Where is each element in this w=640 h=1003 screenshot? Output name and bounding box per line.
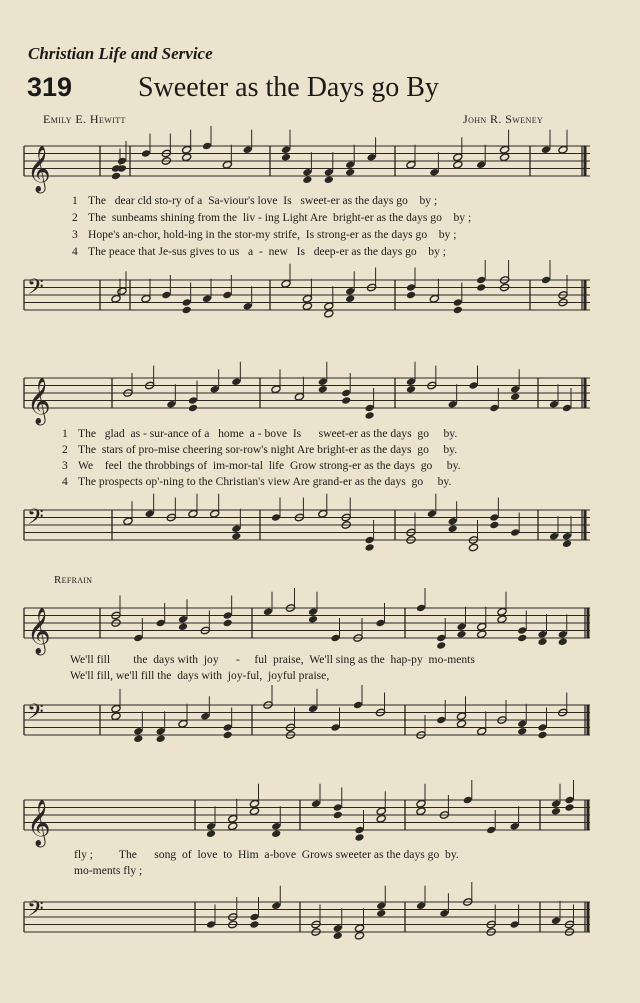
bass-staff [0,892,640,952]
notehead [510,392,520,401]
composer: John R. Sweney [463,112,544,126]
hymn-title: Sweeter as the Days go By [138,72,439,103]
notehead [318,385,328,394]
notehead [324,309,334,318]
notehead [365,543,375,552]
notehead [345,294,355,303]
notehead [376,909,386,918]
verse-number: 3 [62,459,68,472]
refrain-lyric-line: We'll fill the days with joy - ful praise, We'll sing as the hap-py mo-ments [70,653,475,666]
notehead [271,829,281,838]
notehead [406,291,416,300]
notehead [308,615,318,624]
notehead [206,829,216,838]
bass-clef-icon: 𝄢 [27,700,44,730]
refrain-label: Refrain [54,574,93,586]
notehead [354,833,364,842]
notehead [537,731,547,740]
notehead [302,302,312,311]
bass-staff [0,695,640,755]
notehead [333,811,343,820]
notehead [231,532,241,541]
verse-number: 4 [62,475,68,488]
notehead [453,306,463,315]
treble-staff [0,790,640,850]
notehead [416,807,426,816]
notehead [117,164,127,173]
lyricist: Emily E. Hewitt [43,112,126,126]
notehead [333,931,343,940]
verse-number: 4 [72,245,78,258]
verse-line [72,228,456,241]
treble-clef-icon: 𝄞 [27,608,51,654]
notehead [341,396,351,405]
notehead [223,619,233,628]
notehead [558,637,568,646]
lyric-line: fly ; The song of love to Him a-bove Grows sweeter as the days go by. [74,848,459,861]
treble-staff [0,136,640,196]
notehead [517,634,527,643]
notehead [133,734,143,743]
bass-clef-icon: 𝄢 [27,505,44,535]
verse-number: 1 [72,194,78,207]
notehead [453,160,463,169]
verse-line [62,427,457,440]
treble-staff [0,368,640,428]
verse-line [62,475,451,488]
notehead [156,734,166,743]
notehead [448,524,458,533]
treble-clef-icon: 𝄞 [27,800,51,846]
bass-staff [0,500,640,560]
notehead [468,543,478,552]
notehead [249,807,259,816]
verse-line [72,211,471,224]
notehead [551,807,561,816]
bass-clef-icon: 𝄢 [27,275,44,305]
section-heading: Christian Life and Service [28,44,213,63]
notehead [178,622,188,631]
bass-clef-icon: 𝄢 [27,897,44,927]
notehead [281,153,291,162]
notehead [406,385,416,394]
notehead [111,172,121,181]
verse-text: The prospects op'-ning to the Christian's view Are grand-er as the days go by. [78,475,452,488]
notehead [223,731,233,740]
notehead [188,404,198,413]
notehead [111,712,121,721]
verse-text: The glad as - sur-ance of a home a - bove Is sweet-er as the days go by. [78,427,458,440]
treble-staff [0,598,640,658]
verse-text: Hope's an-chor, hold-ing in the stor-my strife, Is strong-er as the days go by ; [88,228,457,241]
notehead [456,719,466,728]
notehead [249,920,259,929]
hymn-number: 319 [27,72,73,102]
notehead [324,175,334,184]
notehead [456,630,466,639]
verse-number: 2 [62,443,68,456]
notehead [354,931,364,940]
notehead [489,521,499,530]
notehead [436,641,446,650]
verse-text: The sunbeams shining from the liv - ing Light Are bright-er as the days go by ; [88,211,472,224]
verse-line [62,459,461,472]
refrain-lyric-line: We'll fill, we'll fill the days with joy-ful, joyful praise, [70,669,330,682]
notehead [182,306,192,315]
verse-line [62,443,457,456]
notehead [537,637,547,646]
verse-number: 1 [62,427,68,440]
notehead [562,539,572,548]
notehead [345,168,355,177]
notehead [476,283,486,292]
verse-text: The peace that Je-sus gives to us a - new Is deep-er as the days go by ; [88,245,447,258]
bass-staff [0,270,640,330]
verse-line [72,194,437,207]
notehead [302,175,312,184]
notehead [517,727,527,736]
verse-text: We feel the throbbings of im-mor-tal life Grow strong-er as the days go by. [78,459,461,472]
treble-clef-icon: 𝄞 [27,146,51,192]
notehead [365,411,375,420]
verse-number: 2 [72,211,78,224]
verse-line [72,245,446,258]
notehead [564,803,574,812]
treble-clef-icon: 𝄞 [27,378,51,424]
notehead [500,153,510,162]
verse-text: The dear cld sto-ry of a Sa-viour's love Is sweet-er as the days go by ; [88,194,438,207]
notehead [497,615,507,624]
notehead [376,814,386,823]
notehead [477,630,487,639]
notehead [182,153,192,162]
notehead [228,822,238,831]
verse-number: 3 [72,228,78,241]
lyric-line: mo-ments fly ; [74,864,143,877]
verse-text: The stars of pro-mise cheering sor-row's night Are bright-er as the days go by. [78,443,458,456]
